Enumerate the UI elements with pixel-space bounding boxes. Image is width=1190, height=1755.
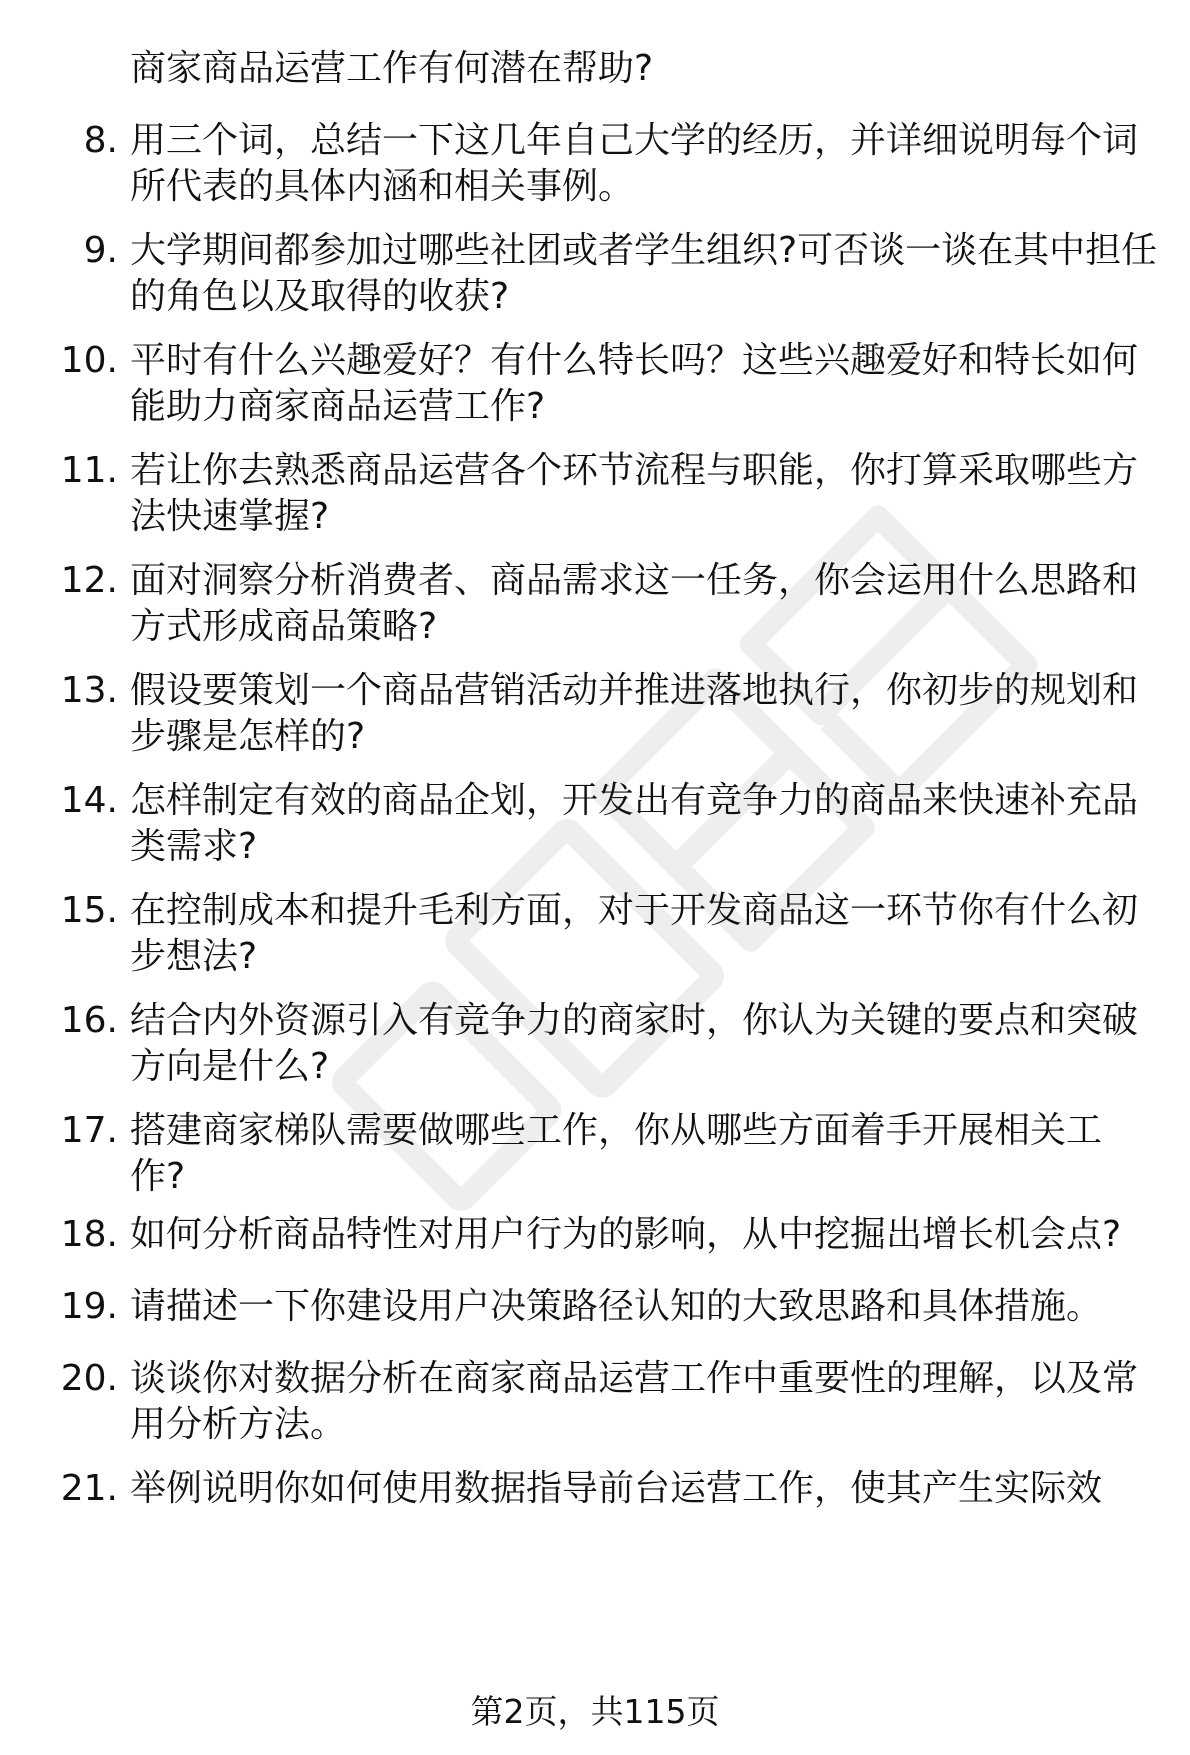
question-text (130, 558, 1160, 650)
question-number: 16. (60, 1000, 118, 1041)
question-text (130, 448, 1160, 540)
question-line: 步想法? (130, 936, 258, 977)
question-line: 能助力商家商品运营工作? (130, 386, 546, 427)
question-number: 17. (60, 1110, 118, 1151)
question-number: 9. (83, 230, 118, 271)
question-line: 谈谈你对数据分析在商家商品运营工作中重要性的理解，以及常 (130, 1358, 1139, 1399)
question-line: 在控制成本和提升毛利方面，对于开发商品这一环节你有什么初 (130, 890, 1139, 931)
question-number: 14. (60, 780, 118, 821)
question-text (130, 888, 1160, 980)
question-line: 步骤是怎样的? (130, 716, 366, 757)
question-number: 11. (60, 450, 118, 491)
question-text (130, 1284, 1160, 1330)
question-number: 8. (83, 120, 118, 161)
question-number: 20. (60, 1358, 118, 1399)
question-line: 搭建商家梯队需要做哪些工作，你从哪些方面着手开展相关工 (130, 1110, 1103, 1151)
question-line: 方式形成商品策略? (130, 606, 438, 647)
question-text (130, 998, 1160, 1090)
question-line: 法快速掌握? (130, 496, 330, 537)
question-line: 结合内外资源引入有竞争力的商家时，你认为关键的要点和突破 (130, 1000, 1139, 1041)
question-number: 10. (60, 340, 118, 381)
question-text (130, 1212, 1160, 1258)
question-number: 12. (60, 560, 118, 601)
continuation-text: 商家商品运营工作有何潜在帮助? (130, 48, 654, 89)
question-line: 的角色以及取得的收获? (130, 276, 510, 317)
question-line: 若让你去熟悉商品运营各个环节流程与职能，你打算采取哪些方 (130, 450, 1139, 491)
question-text (130, 1466, 1160, 1512)
question-text (130, 118, 1160, 210)
question-line: 作? (130, 1156, 186, 1197)
question-text (130, 1356, 1160, 1448)
question-text (130, 778, 1160, 870)
page-footer: 第2页，共115页 (470, 1692, 720, 1731)
question-number: 18. (60, 1214, 118, 1255)
question-line: 假设要策划一个商品营销活动并推进落地执行，你初步的规划和 (130, 670, 1139, 711)
question-line: 面对洞察分析消费者、商品需求这一任务，你会运用什么思路和 (130, 560, 1139, 601)
question-text (130, 228, 1160, 320)
question-number: 19. (60, 1286, 118, 1327)
question-line: 所代表的具体内涵和相关事例。 (130, 166, 635, 207)
question-line: 如何分析商品特性对用户行为的影响，从中挖掘出增长机会点? (130, 1214, 1122, 1255)
question-line: 怎样制定有效的商品企划，开发出有竞争力的商品来快速补充品 (130, 780, 1139, 821)
question-line: 方向是什么? (130, 1046, 330, 1087)
question-line: 请描述一下你建设用户决策路径认知的大致思路和具体措施。 (130, 1286, 1103, 1327)
question-text (130, 338, 1160, 430)
question-line: 举例说明你如何使用数据指导前台运营工作，使其产生实际效 (130, 1468, 1103, 1509)
question-line: 用分析方法。 (130, 1404, 347, 1445)
question-line: 类需求? (130, 826, 258, 867)
question-number: 15. (60, 890, 118, 931)
question-number: 13. (60, 670, 118, 711)
question-text (130, 1108, 1160, 1200)
question-line: 大学期间都参加过哪些社团或者学生组织?可否谈一谈在其中担任 (130, 230, 1158, 271)
question-text (130, 668, 1160, 760)
question-number: 21. (60, 1468, 118, 1509)
question-line: 用三个词，总结一下这几年自己大学的经历，并详细说明每个词 (130, 120, 1139, 161)
question-line: 平时有什么兴趣爱好？有什么特长吗？这些兴趣爱好和特长如何 (130, 340, 1139, 381)
